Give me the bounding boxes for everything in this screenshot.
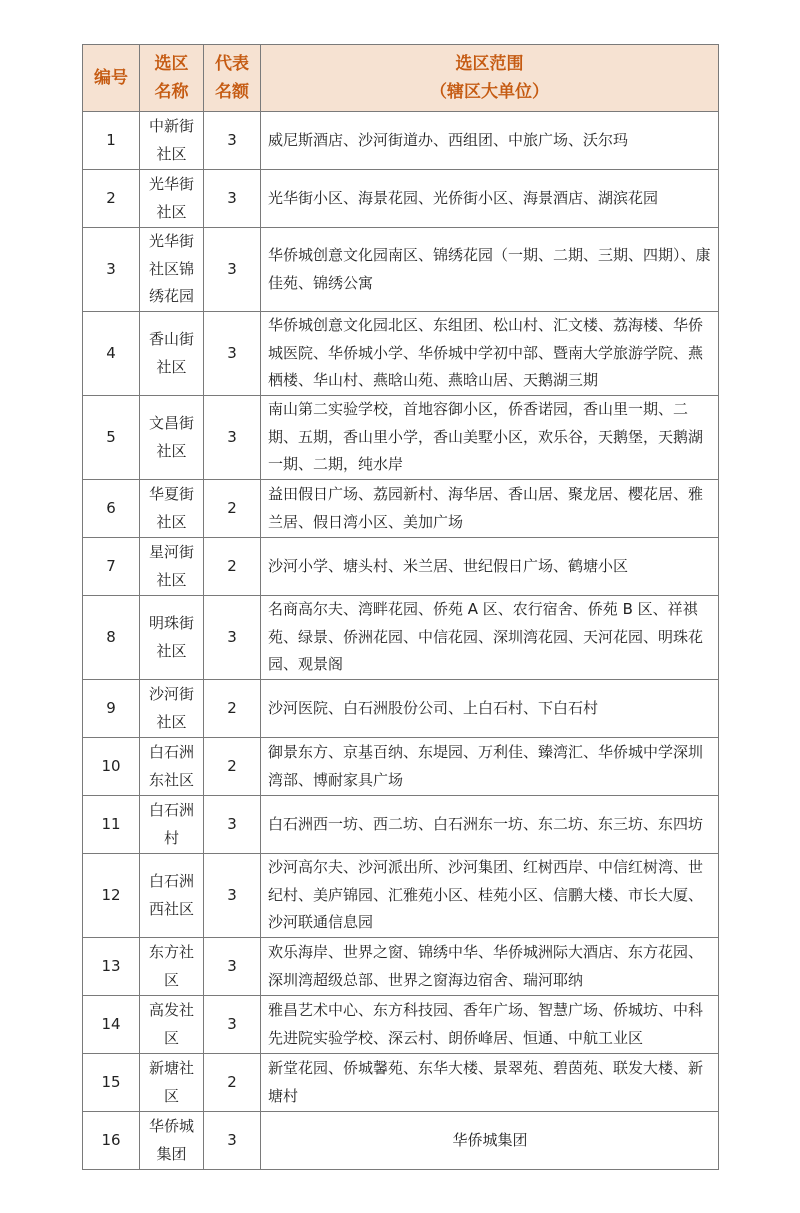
district-area: 新堂花园、侨城馨苑、东华大楼、景翠苑、碧茵苑、联发大楼、新塘村 <box>261 1054 719 1112</box>
district-name: 光华街社区锦绣花园 <box>140 228 204 312</box>
table-row <box>83 480 719 538</box>
seat-count: 2 <box>204 480 261 538</box>
seat-count: 3 <box>204 996 261 1054</box>
seat-count: 3 <box>204 854 261 938</box>
table-row <box>83 170 719 228</box>
row-number: 13 <box>83 938 140 996</box>
table-row <box>83 738 719 796</box>
table-row <box>83 396 719 480</box>
district-name: 白石洲村 <box>140 796 204 854</box>
district-name: 高发社区 <box>140 996 204 1054</box>
seat-count: 3 <box>204 938 261 996</box>
row-number: 16 <box>83 1112 140 1170</box>
table-row <box>83 854 719 938</box>
row-number: 5 <box>83 396 140 480</box>
district-name: 东方社区 <box>140 938 204 996</box>
header-name: 选区 名称 <box>140 45 204 112</box>
district-area: 白石洲西一坊、西二坊、白石洲东一坊、东二坊、东三坊、东四坊 <box>261 796 719 854</box>
header-row <box>83 45 719 112</box>
seat-count: 3 <box>204 312 261 396</box>
district-area: 华侨城集团 <box>261 1112 719 1170</box>
table-row <box>83 228 719 312</box>
table-row <box>83 996 719 1054</box>
seat-count: 3 <box>204 396 261 480</box>
table-row <box>83 1112 719 1170</box>
table-row <box>83 112 719 170</box>
row-number: 4 <box>83 312 140 396</box>
district-name: 明珠街社区 <box>140 596 204 680</box>
row-number: 6 <box>83 480 140 538</box>
table-row <box>83 1054 719 1112</box>
district-name: 香山街社区 <box>140 312 204 396</box>
table-row <box>83 680 719 738</box>
table-row <box>83 538 719 596</box>
district-area: 雅昌艺术中心、东方科技园、香年广场、智慧广场、侨城坊、中科先进院实验学校、深云村、朗侨峰居、恒通、中航工业区 <box>261 996 719 1054</box>
district-area: 益田假日广场、荔园新村、海华居、香山居、聚龙居、樱花居、雅兰居、假日湾小区、美加广场 <box>261 480 719 538</box>
seat-count: 3 <box>204 112 261 170</box>
seat-count: 3 <box>204 1112 261 1170</box>
seat-count: 3 <box>204 796 261 854</box>
seat-count: 2 <box>204 538 261 596</box>
header-seats: 代表 名额 <box>204 45 261 112</box>
district-area: 欢乐海岸、世界之窗、锦绣中华、华侨城洲际大酒店、东方花园、深圳湾超级总部、世界之窗海边宿舍、瑞河耶纳 <box>261 938 719 996</box>
row-number: 11 <box>83 796 140 854</box>
district-name: 沙河街社区 <box>140 680 204 738</box>
district-area: 威尼斯酒店、沙河街道办、西组团、中旅广场、沃尔玛 <box>261 112 719 170</box>
district-name: 文昌街社区 <box>140 396 204 480</box>
district-area: 沙河小学、塘头村、米兰居、世纪假日广场、鹤塘小区 <box>261 538 719 596</box>
district-area: 名商高尔夫、湾畔花园、侨苑 A 区、农行宿舍、侨苑 B 区、祥祺苑、绿景、侨洲花园、中信花园、深圳湾花园、天河花园、明珠花园、观景阁 <box>261 596 719 680</box>
seat-count: 3 <box>204 596 261 680</box>
district-area: 御景东方、京基百纳、东堤园、万利佳、臻湾汇、华侨城中学深圳湾部、博耐家具广场 <box>261 738 719 796</box>
row-number: 8 <box>83 596 140 680</box>
row-number: 2 <box>83 170 140 228</box>
row-number: 9 <box>83 680 140 738</box>
seat-count: 2 <box>204 738 261 796</box>
seat-count: 3 <box>204 170 261 228</box>
seat-count: 2 <box>204 680 261 738</box>
district-name: 新塘社区 <box>140 1054 204 1112</box>
row-number: 1 <box>83 112 140 170</box>
district-area: 沙河医院、白石洲股份公司、上白石村、下白石村 <box>261 680 719 738</box>
seat-count: 3 <box>204 228 261 312</box>
table-row <box>83 796 719 854</box>
district-name: 白石洲西社区 <box>140 854 204 938</box>
district-area: 沙河高尔夫、沙河派出所、沙河集团、红树西岸、中信红树湾、世纪村、美庐锦园、汇雅苑小区、桂苑小区、信鹏大楼、市长大厦、沙河联通信息园 <box>261 854 719 938</box>
district-name: 华夏街社区 <box>140 480 204 538</box>
election-district-table <box>82 44 719 1170</box>
district-name: 白石洲东社区 <box>140 738 204 796</box>
district-name: 星河街社区 <box>140 538 204 596</box>
district-name: 中新街社区 <box>140 112 204 170</box>
district-area: 光华街小区、海景花园、光侨街小区、海景酒店、湖滨花园 <box>261 170 719 228</box>
district-area: 华侨城创意文化园南区、锦绣花园（一期、二期、三期、四期）、康佳苑、锦绣公寓 <box>261 228 719 312</box>
row-number: 3 <box>83 228 140 312</box>
table-row <box>83 596 719 680</box>
table-row <box>83 312 719 396</box>
table-row <box>83 938 719 996</box>
row-number: 12 <box>83 854 140 938</box>
header-no: 编号 <box>83 45 140 112</box>
row-number: 7 <box>83 538 140 596</box>
row-number: 15 <box>83 1054 140 1112</box>
seat-count: 2 <box>204 1054 261 1112</box>
row-number: 14 <box>83 996 140 1054</box>
district-name: 华侨城集团 <box>140 1112 204 1170</box>
header-area: 选区范围 （辖区大单位） <box>261 45 719 112</box>
district-area: 华侨城创意文化园北区、东组团、松山村、汇文楼、荔海楼、华侨城医院、华侨城小学、华侨城中学初中部、暨南大学旅游学院、燕栖楼、华山村、燕晗山苑、燕晗山居、天鹅湖三期 <box>261 312 719 396</box>
district-area: 南山第二实验学校，首地容御小区，侨香诺园，香山里一期、二期、五期，香山里小学，香山美墅小区，欢乐谷，天鹅堡，天鹅湖一期、二期，纯水岸 <box>261 396 719 480</box>
row-number: 10 <box>83 738 140 796</box>
district-name: 光华街社区 <box>140 170 204 228</box>
